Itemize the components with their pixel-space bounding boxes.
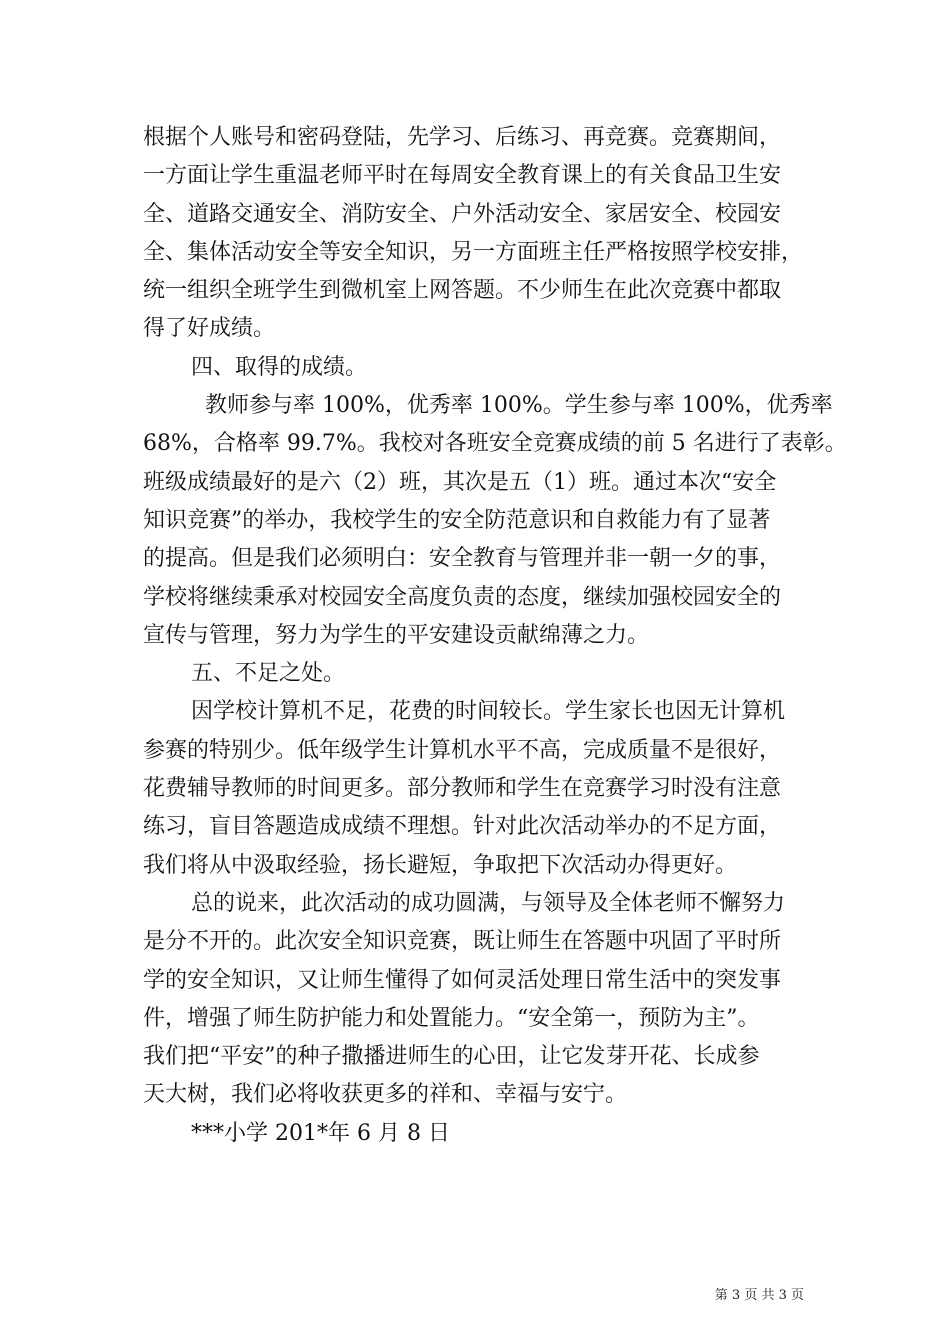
text-line: 花费辅导教师的时间更多。部分教师和学生在竞赛学习时没有注意 <box>143 776 782 802</box>
text-line: 因学校计算机不足，花费的时间较长。学生家长也因无计算机 <box>191 699 786 725</box>
text-line: 我们将从中汲取经验，扬长避短，争取把下次活动办得更好。 <box>143 852 738 878</box>
text-line: 得了好成绩。 <box>143 316 276 342</box>
text-line: 知识竞赛”的举办，我校学生的安全防范意识和自救能力有了显著 <box>143 507 771 533</box>
text-line: 全、集体活动安全等安全知识，另一方面班主任严格按照学校安排， <box>143 239 804 265</box>
text-line: 参赛的特别少。低年级学生计算机水平不高，完成质量不是很好， <box>143 737 782 763</box>
text-line: 全、道路交通安全、消防安全、户外活动安全、家居安全、校园安 <box>143 201 782 227</box>
text-line: 宣传与管理，努力为学生的平安建设贡献绵薄之力。 <box>143 622 650 648</box>
page-number: 第 3 页 共 3 页 <box>714 1288 804 1303</box>
text-line: 天大树，我们必将收获更多的祥和、幸福与安宁。 <box>143 1082 628 1108</box>
signature-date: ***小学 201*年 6 月 8 日 <box>191 1120 450 1146</box>
text-line: 是分不开的。此次安全知识竞赛，既让师生在答题中巩固了平时所 <box>143 929 782 955</box>
text-line: 教师参与率 100%，优秀率 100%。学生参与率 100%，优秀率 <box>205 393 833 419</box>
text-line: 68%，合格率 99.7%。我校对各班安全竞赛成绩的前 5 名进行了表彰。 <box>143 431 847 457</box>
text-line: 练习，盲目答题造成成绩不理想。针对此次活动举办的不足方面， <box>143 814 782 840</box>
text-line: 学的安全知识，又让师生懂得了如何灵活处理日常生活中的突发事 <box>143 967 782 993</box>
document-body <box>143 119 847 1153</box>
text-line: 学校将继续秉承对校园安全高度负责的态度，继续加强校园安全的 <box>143 584 782 610</box>
section-heading: 四、取得的成绩。 <box>191 354 368 380</box>
page-footer <box>0 1286 950 1306</box>
text-line: 我们把“平安”的种子撒播进师生的心田，让它发芽开花、长成参 <box>143 1044 760 1070</box>
text-line: 一方面让学生重温老师平时在每周安全教育课上的有关食品卫生安 <box>143 163 782 189</box>
text-line: 根据个人账号和密码登陆，先学习、后练习、再竞赛。竞赛期间， <box>143 125 782 150</box>
text-line: 班级成绩最好的是六（2）班，其次是五（1）班。通过本次“安全 <box>143 469 777 495</box>
text-line: 总的说来，此次活动的成功圆满，与领导及全体老师不懈努力 <box>191 890 786 916</box>
text-line: 件，增强了师生防护能力和处置能力。“安全第一，预防为主”。 <box>143 1005 760 1031</box>
text-line: 统一组织全班学生到微机室上网答题。不少师生在此次竞赛中都取 <box>143 278 782 304</box>
text-line: 的提高。但是我们必须明白：安全教育与管理并非一朝一夕的事， <box>143 546 782 572</box>
section-heading: 五、不足之处。 <box>191 661 346 687</box>
